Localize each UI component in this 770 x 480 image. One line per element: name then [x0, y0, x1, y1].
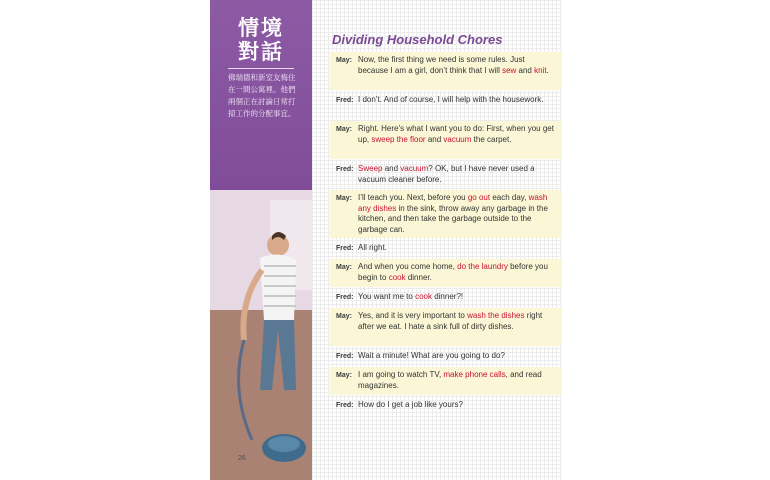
dialogue-line [330, 240, 562, 256]
dialogue-line [330, 190, 562, 238]
speaker-label: Fred: [336, 353, 354, 360]
section-title [210, 16, 312, 64]
text-segment: How do I get a job like yours? [358, 400, 463, 409]
dialogue-line [330, 259, 562, 287]
text-segment: I don’t. And of course, I will help with the housework. [358, 95, 544, 104]
section-title-line1: 情境 [238, 16, 284, 40]
dialogue-text [358, 55, 556, 76]
speaker-label: Fred: [336, 245, 354, 252]
text-segment: And when you come home, [358, 262, 458, 271]
text-segment: Right. Here’s what I want you to do: First, when you get up, [358, 124, 554, 144]
text-segment: I am going to watch TV, [358, 370, 444, 379]
text-segment: ? OK, but I have never used a vacuum cleaner before. [358, 164, 535, 184]
text-segment: Wait a minute! What are you going to do? [358, 351, 505, 360]
text-segment: the carpet. [471, 134, 512, 144]
dialogue-panel [312, 0, 562, 480]
speaker-label: May: [336, 313, 352, 320]
textbook-page [210, 0, 562, 480]
text-segment: . [546, 65, 549, 75]
dialogue-text [358, 95, 556, 106]
text-segment: dinner?! [431, 292, 464, 301]
page-margin [562, 0, 770, 480]
speaker-label: Fred: [336, 97, 354, 104]
vocabulary-highlight: wash the dishes [467, 311, 525, 320]
man-vacuuming-photo [210, 190, 312, 480]
section-title-line2: 對話 [238, 40, 284, 64]
text-segment: each day, [490, 193, 529, 202]
text-segment: , and read magazines. [358, 370, 542, 390]
dialogue-text [358, 400, 556, 411]
vocabulary-highlight: do the laundry [457, 262, 508, 271]
speaker-label: May: [336, 372, 352, 379]
dialogue-text [358, 292, 556, 303]
dialogue-text [358, 164, 556, 185]
vocabulary-highlight: knit [534, 65, 547, 75]
vocabulary-highlight: vacuum [400, 164, 429, 173]
vocabulary-highlight: go out [467, 193, 491, 202]
speaker-label: Fred: [336, 294, 354, 301]
text-segment: right after we eat. I hate a sink full of dirty dishes. [358, 311, 543, 331]
dialogue-line [330, 367, 562, 395]
dialogue-line [330, 161, 562, 187]
dialogue-line [330, 121, 562, 159]
text-segment: before you begin to [358, 262, 548, 282]
dialogue-text [358, 370, 556, 391]
dialogue-text [358, 351, 556, 362]
divider [228, 68, 294, 69]
sidebar-panel [210, 0, 312, 480]
vocabulary-highlight: make phone calls [443, 370, 506, 379]
speaker-label: Fred: [336, 166, 354, 173]
dialogue-line [330, 348, 562, 364]
text-segment: I’ll teach you. Next, before you [358, 193, 468, 202]
dialogue-text [358, 124, 556, 145]
section-description: 佛瑞德和新室友梅住在一間公寓裡。他們兩個正在討論日常打掃工作的分配事宜。 [228, 73, 296, 118]
speaker-label: May: [336, 195, 352, 202]
dialogue-text [358, 262, 556, 283]
vocabulary-highlight: cook [415, 292, 432, 301]
vocabulary-highlight: Sweep [358, 164, 383, 173]
dialogue-text [358, 243, 556, 254]
vocabulary-highlight: sweep the floor [371, 134, 426, 144]
vocabulary-highlight: sew [502, 65, 517, 75]
dialogue-text [358, 193, 556, 235]
dialogue-title: Dividing Household Chores [332, 32, 503, 47]
vocabulary-highlight: cook [388, 272, 406, 282]
text-segment: Yes, and it is very important to [358, 311, 468, 320]
dialogue-text [358, 311, 556, 332]
text-segment: and [516, 65, 535, 75]
text-segment: in the sink, throw away any garbage in the kitchen, and then take the garbage outside to the garbage can. [358, 203, 548, 234]
vocabulary-highlight: wash any dishes [358, 193, 548, 213]
dialogue-line [330, 92, 562, 118]
speaker-label: May: [336, 57, 352, 64]
dialogue-line [330, 308, 562, 346]
speaker-label: May: [336, 126, 352, 133]
speaker-label: May: [336, 264, 352, 271]
text-segment: All right. [358, 243, 387, 252]
vocabulary-highlight: vacuum [443, 134, 472, 144]
dialogue-line [330, 52, 562, 90]
dialogue-line [330, 397, 562, 413]
text-segment: You want me to [358, 292, 416, 301]
text-segment: and [425, 134, 444, 144]
dialogue-line [330, 289, 562, 305]
text-segment: Now, the first thing we need is some rules. Just because I am a girl, don’t think that I will [358, 55, 525, 75]
text-segment: dinner. [405, 272, 432, 282]
page-number: 26 [238, 455, 246, 462]
text-segment: and [382, 164, 401, 173]
speaker-label: Fred: [336, 402, 354, 409]
